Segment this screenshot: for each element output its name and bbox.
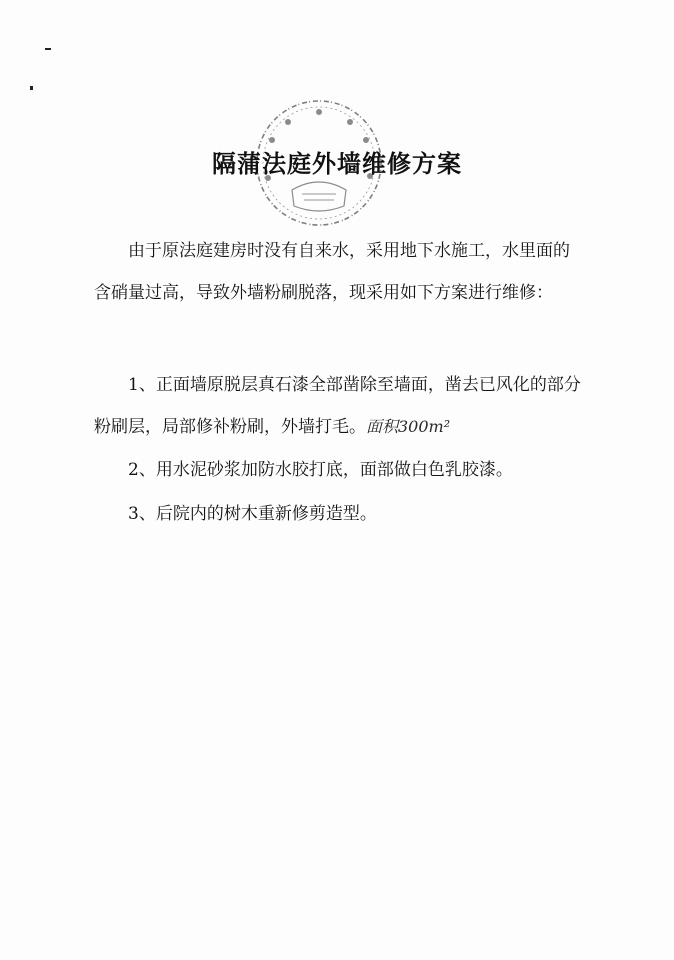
document-title: 隔蒲法庭外墙维修方案 [212,150,462,178]
handwritten-note: 面积300m² [366,417,451,436]
scan-speck [45,48,51,50]
list-item-text: 1、正面墙原脱层真石漆全部凿除至墙面，凿去已风化的部分粉刷层，局部修补粉刷，外墙打毛。 [94,375,581,437]
list-item: 2、用水泥砂浆加防水胶打底，面部做白色乳胶漆。 [128,460,513,480]
list-item: 3、后院内的树木重新修剪造型。 [128,504,377,524]
list-item [94,364,584,448]
intro-paragraph: 由于原法庭建房时没有自来水，采用地下水施工，水里面的含硝量过高，导致外墙粉刷脱落，现采用如下方案进行维修： [94,241,570,303]
scan-speck [30,86,33,90]
